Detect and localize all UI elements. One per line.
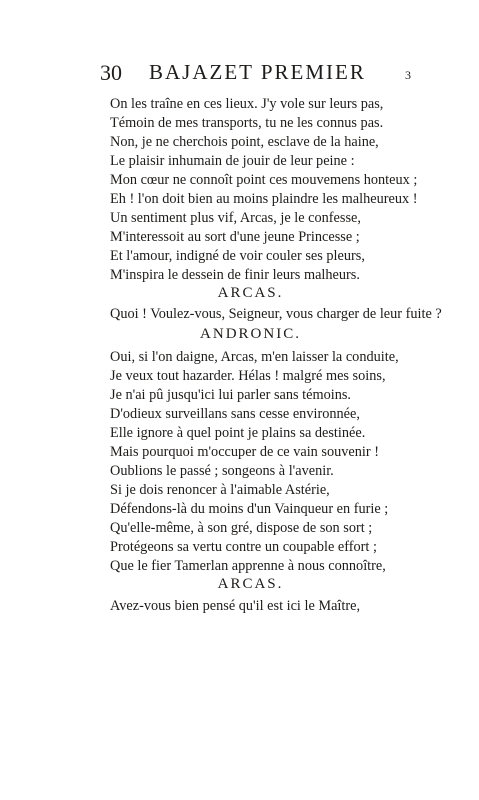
verse-line: Que le fier Tamerlan apprenne à nous connoître, bbox=[110, 558, 386, 574]
verse-line: Si je dois renoncer à l'aimable Astérie, bbox=[110, 482, 330, 498]
verse-line: Mais pourquoi m'occuper de ce vain souvenir ! bbox=[110, 444, 379, 460]
speaker-name: ARCAS. bbox=[217, 285, 284, 301]
verse-line: Qu'elle-même, à son gré, dispose de son sort ; bbox=[110, 520, 373, 536]
verse-line: Témoin de mes transports, tu ne les connus pas. bbox=[110, 115, 384, 131]
verse-line: Oui, si l'on daigne, Arcas, m'en laisser la conduite, bbox=[110, 349, 399, 365]
verse-line: Un sentiment plus vif, Arcas, je le confesse, bbox=[110, 210, 361, 226]
verse-line: Défendons-là du moins d'un Vainqueur en furie ; bbox=[110, 501, 389, 517]
verse-line: Elle ignore à quel point je plains sa destinée. bbox=[110, 425, 366, 441]
verse-line: Eh ! l'on doit bien au moins plaindre les malheureux ! bbox=[110, 191, 418, 207]
speaker-name: ARCAS. bbox=[217, 576, 284, 592]
page-header bbox=[100, 58, 420, 88]
verse-line: Non, je ne cherchois point, esclave de la haine, bbox=[110, 134, 379, 150]
verse-line: Et l'amour, indigné de voir couler ses pleurs, bbox=[110, 248, 365, 264]
header-mark: 3 bbox=[405, 68, 411, 82]
speaker-name: ANDRONIC. bbox=[200, 326, 301, 342]
verse-line: Protégeons sa vertu contre un coupable effort ; bbox=[110, 539, 377, 555]
verse-line: On les traîne en ces lieux. J'y vole sur leurs pas, bbox=[110, 96, 384, 112]
verse-line: Je veux tout hazarder. Hélas ! malgré mes soins, bbox=[110, 368, 386, 384]
verse-line: Le plaisir inhumain de jouir de leur peine : bbox=[110, 153, 355, 169]
verse-line: M'interessoit au sort d'une jeune Princesse ; bbox=[110, 229, 360, 245]
verse-line: Je n'ai pû jusqu'ici lui parler sans témoins. bbox=[110, 387, 352, 403]
page-number: 30 bbox=[100, 60, 122, 85]
verse-line: Oublions le passé ; songeons à l'avenir. bbox=[110, 463, 334, 479]
running-title: BAJAZET PREMIER bbox=[149, 60, 366, 84]
verse-line: M'inspira le dessein de finir leurs malheurs. bbox=[110, 267, 360, 283]
verse-line: D'odieux surveillans sans cesse environnée, bbox=[110, 406, 360, 422]
verse-line: Mon cœur ne connoît point ces mouvemens honteux ; bbox=[110, 172, 418, 188]
verse-line: Avez-vous bien pensé qu'il est ici le Maître, bbox=[110, 598, 361, 614]
verse-line: Quoi ! Voulez-vous, Seigneur, vous charger de leur fuite ? bbox=[110, 306, 442, 322]
